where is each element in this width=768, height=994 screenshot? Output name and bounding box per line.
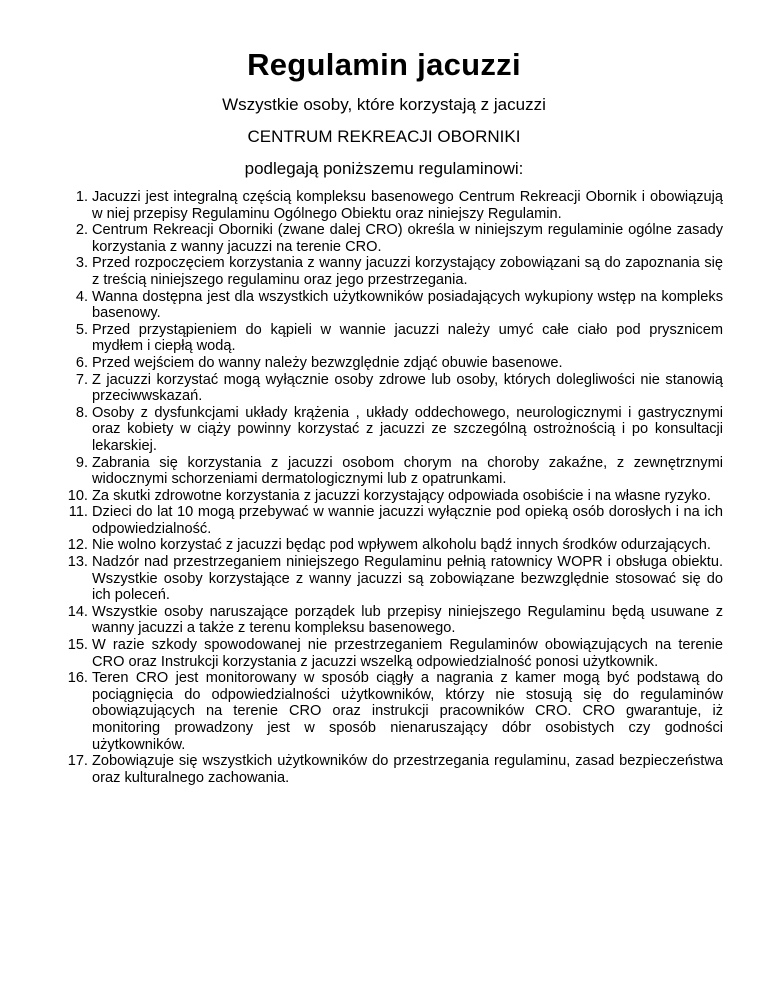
rule-number: 6. <box>75 354 88 371</box>
rule-number: 11. <box>68 504 88 521</box>
rule-item <box>62 504 723 537</box>
rule-item <box>62 222 723 255</box>
rule-item <box>62 255 723 288</box>
intro-line-1: Wszystkie osoby, które korzystają z jacuzzi <box>222 95 546 114</box>
rule-text: Jacuzzi jest integralną częścią kompleksu basenowego Centrum Rekreacji Obornik i obowiązują w niej przepisy Regulaminu Ogólnego Obiektu oraz niniejszy Regulamin. <box>92 189 723 222</box>
rule-item <box>62 405 723 455</box>
rule-text: Wanna dostępna jest dla wszystkich użytkowników posiadających wykupiony wstęp na kompleks basenowy. <box>92 288 723 322</box>
rule-text: Wszystkie osoby naruszające porządek lub przepisy niniejszego Regulaminu będą usuwane z wanny jacuzzi a także z terenu kompleksu basenowego. <box>92 603 723 637</box>
rule-item <box>62 289 723 322</box>
rule-item <box>62 189 723 222</box>
rule-number: 17. <box>67 753 88 770</box>
rule-text: Z jacuzzi korzystać mogą wyłącznie osoby zdrowe lub osoby, których dolegliwości nie stanowią przeciwwskazań. <box>92 371 723 405</box>
rule-number: 4. <box>75 288 88 305</box>
rule-item <box>62 554 723 604</box>
rule-item <box>62 753 723 786</box>
rule-text: Przed rozpoczęciem korzystania z wanny jacuzzi korzystający zobowiązani są do zapoznania się z treścią niniejszego regulaminu oraz jego przestrzegania. <box>92 255 723 288</box>
rule-text: Zabrania się korzystania z jacuzzi osobom chorym na choroby zakaźne, z zewnętrznymi widocznymi schorzeniami dermatologicznymi lub z opatrunkami. <box>92 454 723 488</box>
rule-text: Osoby z dysfunkcjami układy krążenia , układy oddechowego, neurologicznymi i gastrycznymi oraz kobiety w ciąży powinny korzystać z jacuzzi ze szczególną ostrożnością i po konsultacji lekarskiej. <box>92 404 723 454</box>
rules-list <box>62 189 723 786</box>
document-title: Regulamin jacuzzi <box>247 47 521 82</box>
rule-number: 10. <box>67 487 88 504</box>
rule-text: Teren CRO jest monitorowany w sposób ciągły a nagrania z kamer mogą być podstawą do pociągnięcia do odpowiedzialności użytkowników, którzy nie stosują się do regulaminów obowiązujących na terenie CRO oraz instrukcji pracowników CRO. CRO gwarantuje, iż monitoring prowadzony jest w sposób nienaruszający dóbr osobistych czy godności użytkowników. <box>92 670 723 753</box>
rule-number: 1. <box>75 189 88 205</box>
rule-text: W razie szkody spowodowanej nie przestrzeganiem Regulaminów obowiązujących na terenie CRO oraz Instrukcji korzystania z jacuzzi wszelką odpowiedzialność ponosi użytkownik. <box>92 637 723 670</box>
rule-item <box>62 455 723 488</box>
rule-number: 8. <box>75 404 88 421</box>
rule-number: 15. <box>67 637 88 654</box>
rule-text: Zobowiązuje się wszystkich użytkowników do przestrzegania regulaminu, zasad bezpieczeństwa oraz kulturalnego zachowania. <box>92 753 723 786</box>
rule-item <box>62 637 723 670</box>
rule-number: 13. <box>67 554 88 571</box>
rule-number: 3. <box>75 255 88 272</box>
intro-line-3: podlegają poniższemu regulaminowi: <box>244 159 524 178</box>
rule-number: 12. <box>67 537 88 554</box>
rule-item <box>62 372 723 405</box>
rule-text: Dzieci do lat 10 mogą przebywać w wannie jacuzzi wyłącznie pod opieką osób dorosłych i na ich odpowiedzialność. <box>92 504 723 537</box>
rule-item <box>62 670 723 753</box>
intro-line-2: CENTRUM REKREACJI OBORNIKI <box>247 127 521 146</box>
rule-item <box>62 488 723 505</box>
rule-item <box>62 604 723 637</box>
rule-text: Nie wolno korzystać z jacuzzi będąc pod wpływem alkoholu bądź innych środków odurzających. <box>92 537 711 554</box>
rule-text: Za skutki zdrowotne korzystania z jacuzzi korzystający odpowiada osobiście i na własne ryzyko. <box>92 487 711 504</box>
rule-text: Przed wejściem do wanny należy bezwzględnie zdjąć obuwie basenowe. <box>92 354 563 371</box>
rule-item <box>62 537 723 554</box>
rule-number: 14. <box>67 603 88 620</box>
rule-item <box>62 355 723 372</box>
rule-number: 7. <box>75 371 88 388</box>
rule-number: 2. <box>75 222 88 239</box>
rule-number: 16. <box>67 670 88 687</box>
rule-number: 9. <box>75 454 88 471</box>
rule-text: Nadzór nad przestrzeganiem niniejszego Regulaminu pełnią ratownicy WOPR i obsługa obiektu. Wszystkie osoby korzystające z wanny jacuzzi są zobowiązane bezwzględnie stosować się do ich poleceń. <box>92 554 723 604</box>
rule-text: Przed przystąpieniem do kąpieli w wannie jacuzzi należy umyć całe ciało pod prysznicem mydłem i ciepłą wodą. <box>92 321 723 355</box>
rule-number: 5. <box>75 321 88 338</box>
rule-item <box>62 322 723 355</box>
rule-text: Centrum Rekreacji Oborniki (zwane dalej CRO) określa w niniejszym regulaminie ogólne zasady korzystania z wanny jacuzzi na terenie CRO. <box>92 222 723 255</box>
